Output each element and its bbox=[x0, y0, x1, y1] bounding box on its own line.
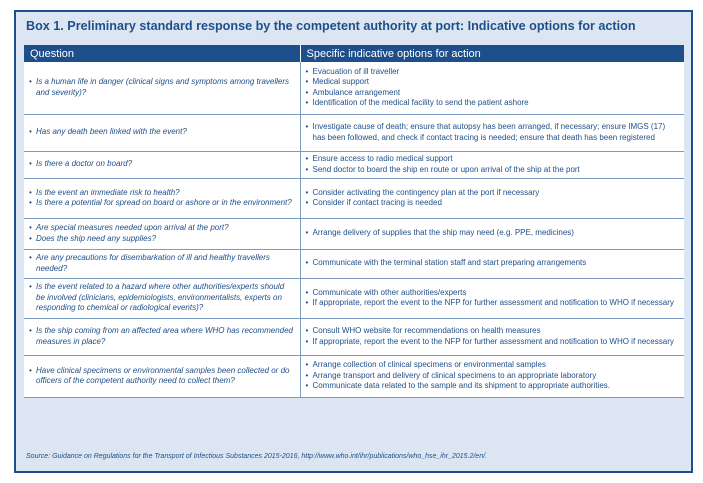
table-header-row bbox=[24, 45, 684, 62]
table-row bbox=[24, 278, 684, 318]
question-cell bbox=[24, 62, 300, 114]
option-item: • Medical support bbox=[306, 77, 680, 88]
question-item: • Is there a doctor on board? bbox=[29, 159, 295, 170]
options-cell bbox=[300, 355, 684, 397]
options-cell bbox=[300, 218, 684, 249]
table-row bbox=[24, 178, 684, 218]
question-item: • Are special measures needed upon arrival at the port? bbox=[29, 223, 295, 234]
option-item: • Arrange collection of clinical specimens or environmental samples bbox=[306, 360, 680, 371]
box-title: Box 1. Preliminary standard response by the competent authority at port: Indicative options for action bbox=[26, 19, 636, 33]
option-item: • Ambulance arrangement bbox=[306, 88, 680, 99]
table-row bbox=[24, 151, 684, 178]
option-item: • Ensure access to radio medical support bbox=[306, 154, 680, 165]
option-item: • Consider if contact tracing is needed bbox=[306, 198, 680, 209]
option-item: • If appropriate, report the event to the NFP for further assessment and notification to WHO if necessary bbox=[306, 298, 680, 309]
question-item: • Have clinical specimens or environmental samples been collected or do officers of the competent authority need to collect them? bbox=[29, 366, 295, 387]
option-item: • Identification of the medical facility to send the patient ashore bbox=[306, 98, 680, 109]
option-item: • If appropriate, report the event to the NFP for further assessment and notification to WHO if necessary bbox=[306, 337, 680, 348]
options-cell bbox=[300, 114, 684, 151]
option-item: • Communicate with other authorities/experts bbox=[306, 288, 680, 299]
question-item: • Is the ship coming from an affected area where WHO has recommended measures in place? bbox=[29, 326, 295, 347]
question-item: • Are any precautions for disembarkation of ill and healthy travellers needed? bbox=[29, 253, 295, 274]
option-item: • Communicate data related to the sample and its shipment to appropriate authorities. bbox=[306, 381, 680, 392]
table-row bbox=[24, 355, 684, 397]
question-cell bbox=[24, 318, 300, 355]
options-cell bbox=[300, 151, 684, 178]
box-panel bbox=[14, 10, 693, 473]
option-item: • Communicate with the terminal station staff and start preparing arrangements bbox=[306, 258, 680, 269]
option-item: • Arrange delivery of supplies that the ship may need (e.g. PPE, medicines) bbox=[306, 228, 680, 239]
option-item: • Consider activating the contingency plan at the port if necessary bbox=[306, 188, 680, 199]
question-column-header: Question bbox=[24, 45, 300, 62]
table-row bbox=[24, 218, 684, 249]
question-cell bbox=[24, 178, 300, 218]
options-cell bbox=[300, 278, 684, 318]
options-column-header: Specific indicative options for action bbox=[300, 45, 684, 62]
table-row bbox=[24, 249, 684, 278]
table-row bbox=[24, 318, 684, 355]
question-item: • Has any death been linked with the event? bbox=[29, 127, 295, 138]
options-cell bbox=[300, 178, 684, 218]
option-item: • Consult WHO website for recommendations on health measures bbox=[306, 326, 680, 337]
question-item: • Is the event an immediate risk to health? bbox=[29, 188, 295, 199]
table-row bbox=[24, 62, 684, 114]
question-item: • Is there a potential for spread on board or ashore or in the environment? bbox=[29, 198, 295, 209]
table-body bbox=[24, 62, 684, 397]
table-row bbox=[24, 114, 684, 151]
question-cell bbox=[24, 355, 300, 397]
question-cell bbox=[24, 151, 300, 178]
option-item: • Arrange transport and delivery of clinical specimens to an appropriate laboratory bbox=[306, 371, 680, 382]
options-cell bbox=[300, 62, 684, 114]
question-item: • Is a human life in danger (clinical signs and symptoms among travellers and severity)? bbox=[29, 77, 295, 98]
question-item: • Does the ship need any supplies? bbox=[29, 234, 295, 245]
question-cell bbox=[24, 114, 300, 151]
source-note: Source: Guidance on Regulations for the Transport of Infectious Substances 2015-2016, http://www.who.int/ihr/publications/who_hse_ihr_2015.2/en/. bbox=[26, 453, 487, 460]
question-item: • Is the event related to a hazard where other authorities/experts should be involved (clinicians, epidemiologists, environmentalists, experts on responding to chemical or radiological events)? bbox=[29, 282, 295, 314]
question-cell bbox=[24, 218, 300, 249]
options-cell bbox=[300, 249, 684, 278]
question-cell bbox=[24, 249, 300, 278]
question-cell bbox=[24, 278, 300, 318]
option-item: • Send doctor to board the ship en route or upon arrival of the ship at the port bbox=[306, 165, 680, 176]
option-item: • Investigate cause of death; ensure that autopsy has been arranged, if necessary; ensure IMGS (17) has been followed, and check if contact tracing is needed; ensure that death has been registered bbox=[306, 122, 680, 143]
options-table bbox=[24, 45, 684, 398]
options-cell bbox=[300, 318, 684, 355]
option-item: • Evacuation of ill traveller bbox=[306, 67, 680, 78]
